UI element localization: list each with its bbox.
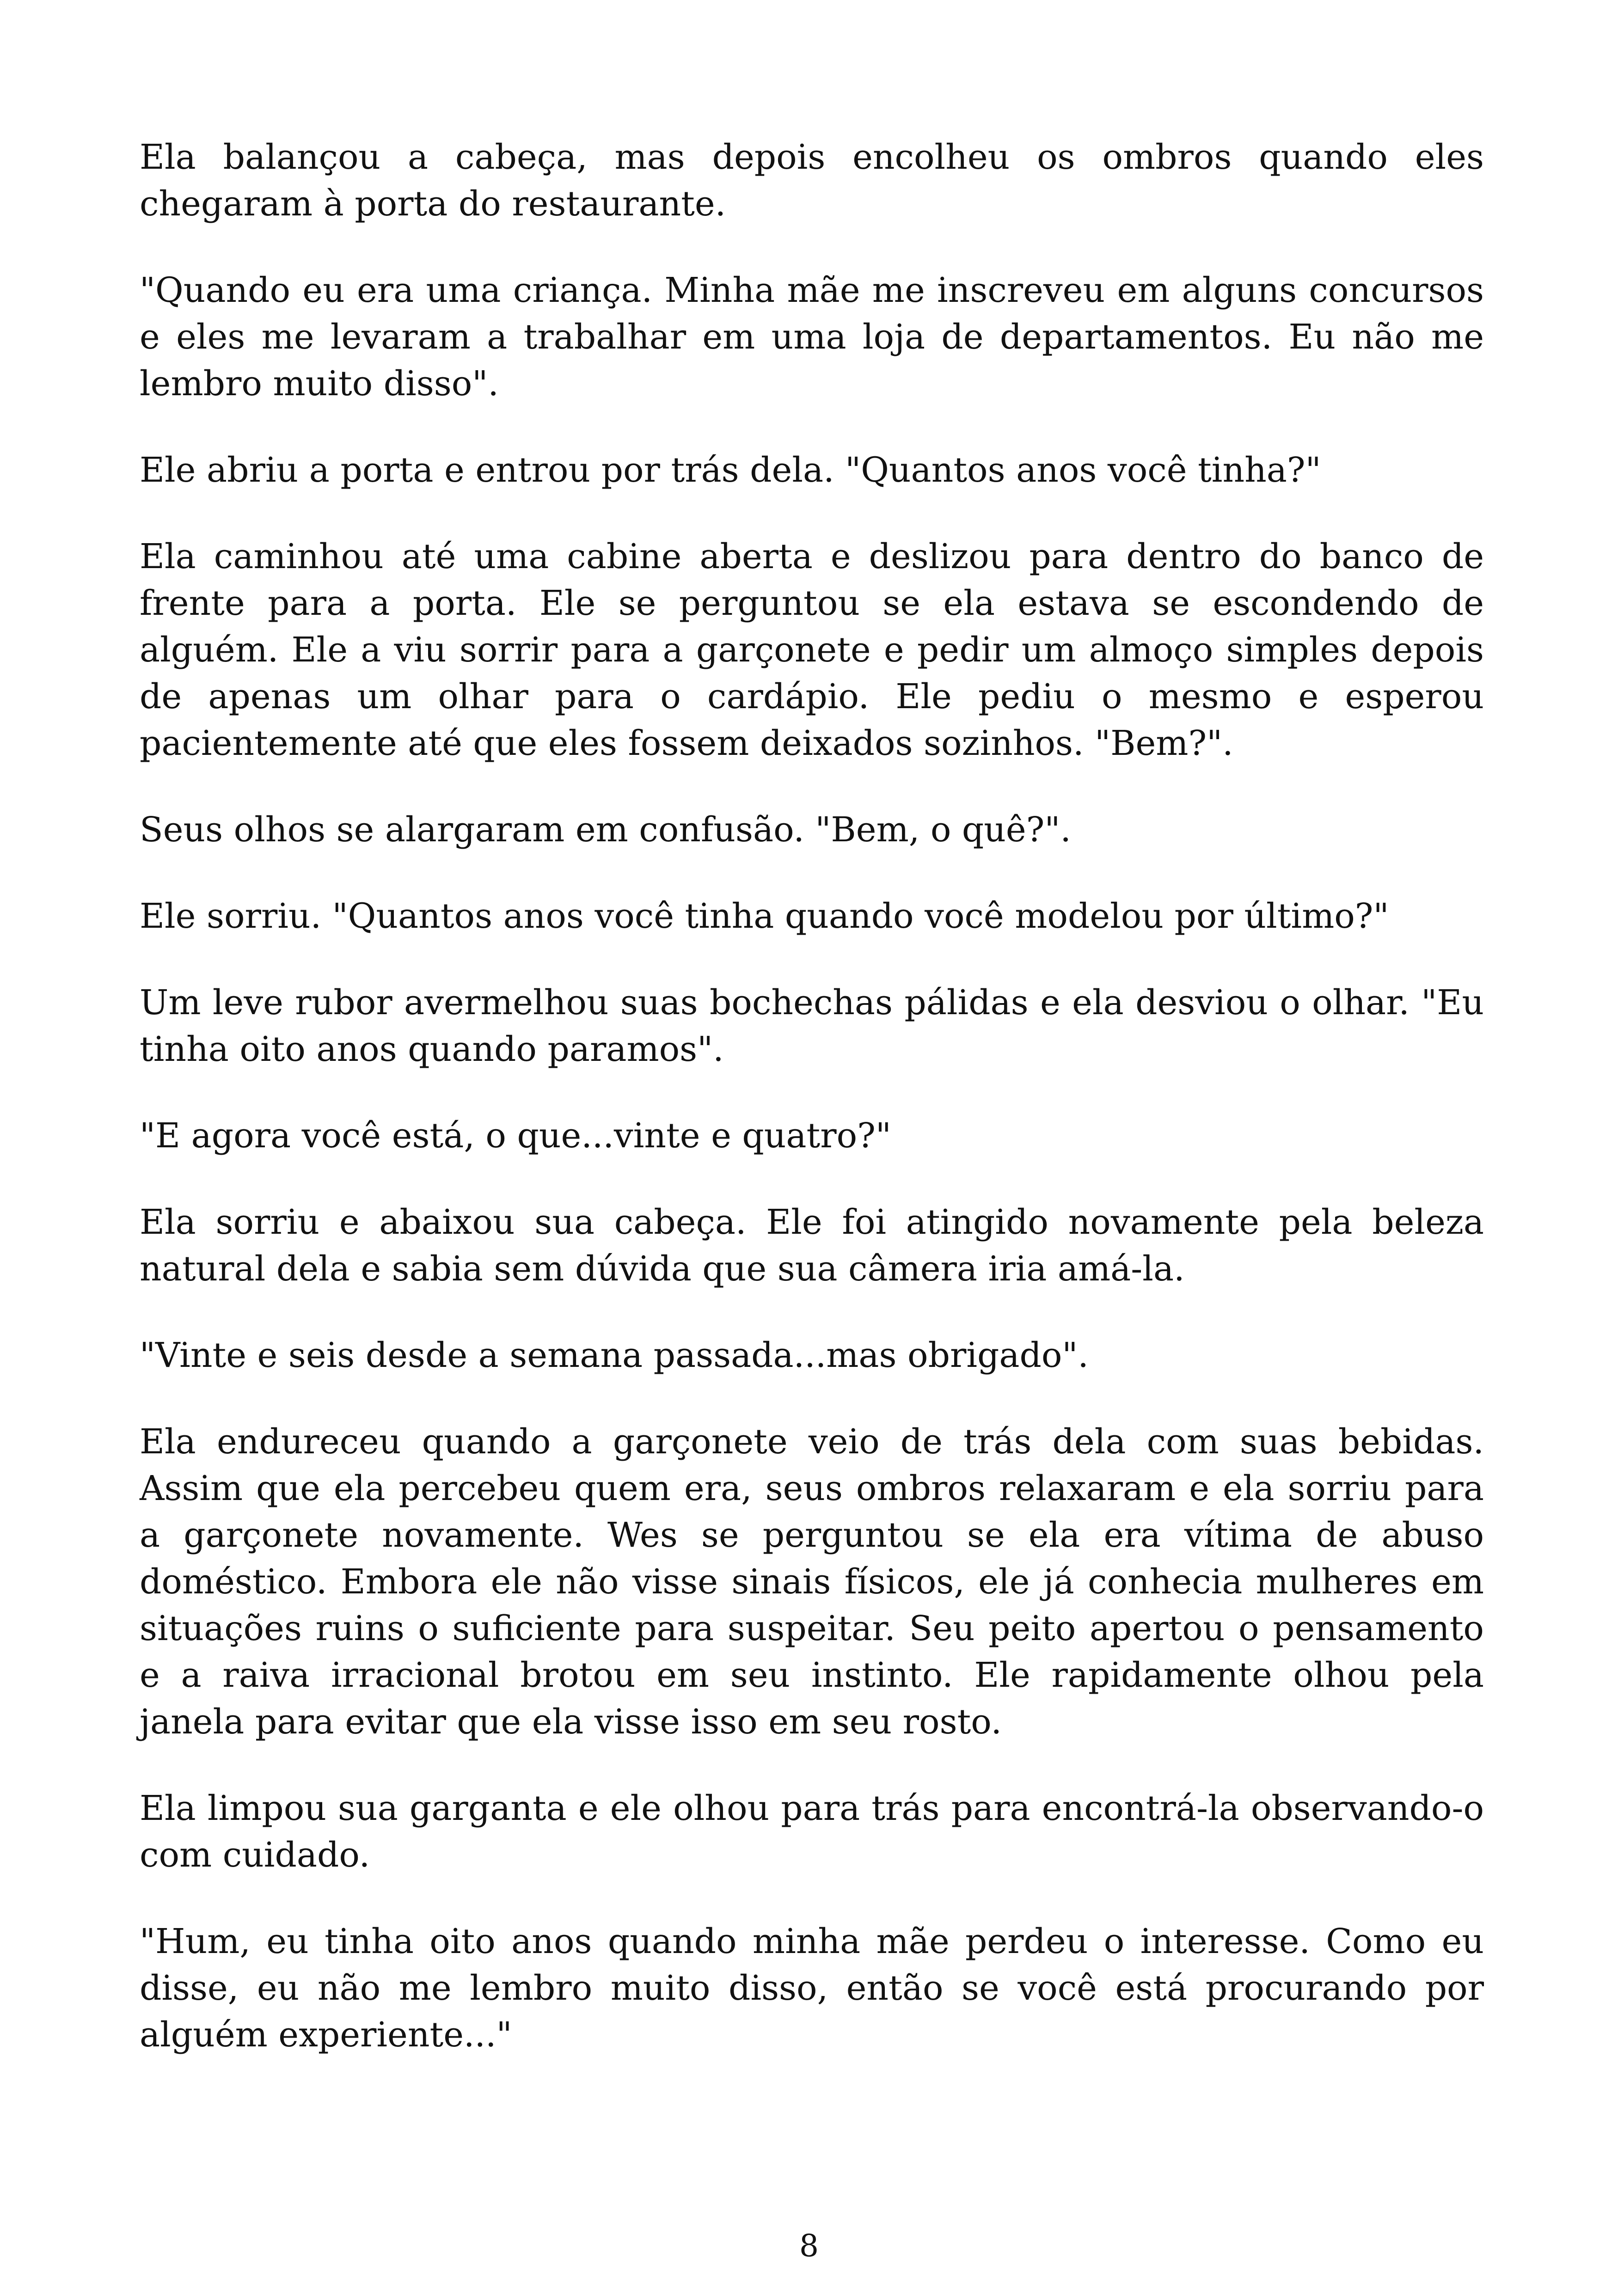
paragraph: Seus olhos se alargaram em confusão. "Bem, o quê?".: [140, 810, 1071, 850]
paragraph: Ela caminhou até uma cabine aberta e deslizou para dentro do banco de frente para a porta. Ele se perguntou se ela estava se escondendo de alguém. Ele a viu sorrir para a garçonete e pedir um almoço simples depois de apenas um olhar para o cardápio. Ele pediu o mesmo e esperou pacientemente até que eles fossem deixados sozinhos. "Bem?".: [140, 537, 1484, 763]
paragraph: Ele abriu a porta e entrou por trás dela. "Quantos anos você tinha?": [140, 450, 1321, 490]
paragraph: Ela limpou sua garganta e ele olhou para trás para encontrá-la observando-o com cuidado.: [140, 1788, 1484, 1875]
paragraph: "Quando eu era uma criança. Minha mãe me inscreveu em alguns concursos e eles me levaram a trabalhar em uma loja de departamentos. Eu não me lembro muito disso".: [140, 270, 1484, 404]
paragraph: Um leve rubor avermelhou suas bochechas pálidas e ela desviou o olhar. "Eu tinha oito anos quando paramos".: [140, 983, 1484, 1069]
paragraph: Ela endureceu quando a garçonete veio de trás dela com suas bebidas. Assim que ela percebeu quem era, seus ombros relaxaram e ela sorriu para a garçonete novamente. Wes se perguntou se ela era vítima de abuso doméstico. Embora ele não visse sinais físicos, ele já conhecia mulheres em situações ruins o suficiente para suspeitar. Seu peito apertou o pensamento e a raiva irracional brotou em seu instinto. Ele rapidamente olhou pela janela para evitar que ela visse isso em seu rosto.: [140, 1422, 1484, 1742]
page-number: 8: [799, 2228, 819, 2264]
paragraph: "Hum, eu tinha oito anos quando minha mãe perdeu o interesse. Como eu disse, eu não me lembro muito disso, então se você está procurando por alguém experiente...": [140, 1922, 1484, 2055]
paragraph: "Vinte e seis desde a semana passada...mas obrigado".: [140, 1335, 1089, 1375]
paragraph: "E agora você está, o que...vinte e quatro?": [140, 1116, 891, 1156]
paragraph: Ela sorriu e abaixou sua cabeça. Ele foi atingido novamente pela beleza natural dela e sabia sem dúvida que sua câmera iria amá-la.: [140, 1202, 1484, 1289]
body-text: [140, 134, 1484, 2098]
paragraph: Ele sorriu. "Quantos anos você tinha quando você modelou por último?": [140, 896, 1389, 936]
paragraph: Ela balançou a cabeça, mas depois encolheu os ombros quando eles chegaram à porta do restaurante.: [140, 137, 1484, 224]
